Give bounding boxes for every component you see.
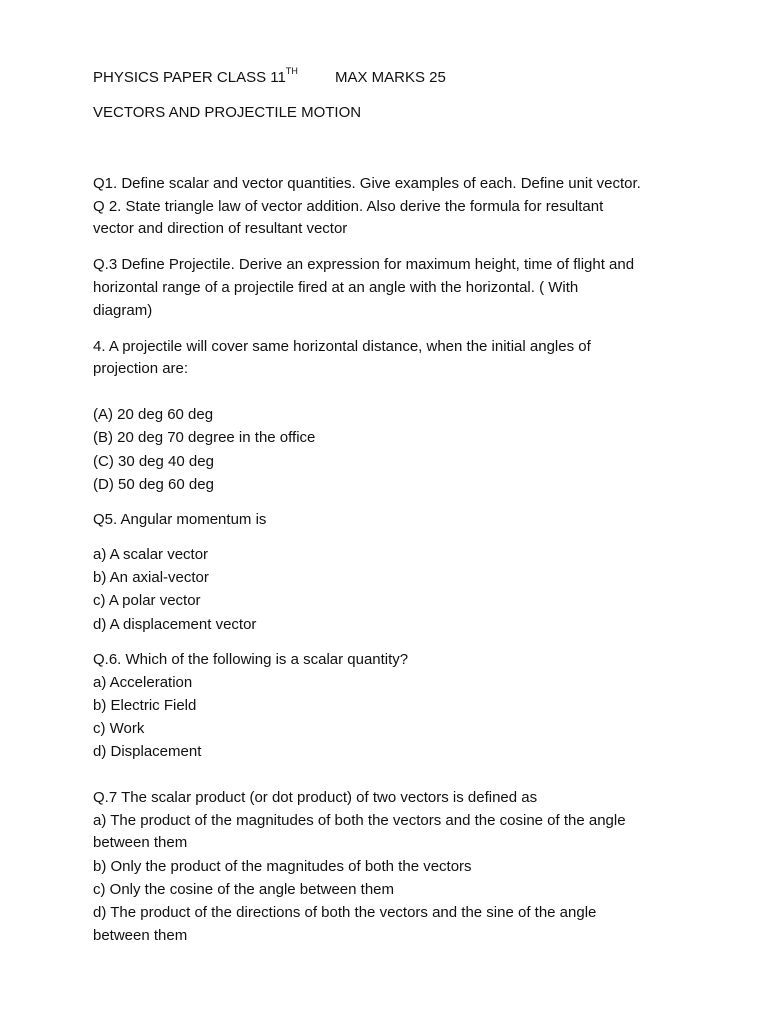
question-5: Q5. Angular momentum is	[93, 511, 267, 528]
question-7-option-a-line-1: a) The product of the magnitudes of both the vectors and the cosine of the angle	[93, 812, 626, 829]
question-7-option-a-line-2: between them	[93, 834, 188, 851]
question-4-option-c: (C) 30 deg 40 deg	[93, 453, 214, 470]
question-4-line-1: 4. A projectile will cover same horizontal distance, when the initial angles of	[93, 338, 591, 355]
question-4-option-d: (D) 50 deg 60 deg	[93, 476, 214, 493]
question-6-option-a: a) Acceleration	[93, 674, 193, 691]
question-6-option-b: b) Electric Field	[93, 697, 197, 714]
question-1: Q1. Define scalar and vector quantities. Give examples of each. Define unit vector.	[93, 175, 641, 192]
paper-title	[93, 66, 298, 89]
question-4-option-b: (B) 20 deg 70 degree in the office	[93, 429, 316, 446]
question-4-option-a: (A) 20 deg 60 deg	[93, 406, 214, 423]
question-7-option-c: c) Only the cosine of the angle between them	[93, 881, 395, 898]
question-7-option-b: b) Only the product of the magnitudes of both the vectors	[93, 858, 472, 875]
question-3-line-1: Q.3 Define Projectile. Derive an expression for maximum height, time of flight and	[93, 256, 635, 273]
question-5-option-b: b) An axial-vector	[93, 569, 209, 586]
question-5-option-d: d) A displacement vector	[93, 616, 257, 633]
question-7-option-d-line-1: d) The product of the directions of both the vectors and the sine of the angle	[93, 904, 597, 921]
question-6-option-d: d) Displacement	[93, 743, 202, 760]
question-3-line-3: diagram)	[93, 302, 153, 319]
question-4-line-2: projection are:	[93, 360, 189, 377]
question-2-line-1: Q 2. State triangle law of vector addition. Also derive the formula for resultant	[93, 198, 604, 215]
question-3-line-2: horizontal range of a projectile fired at an angle with the horizontal. ( With	[93, 279, 579, 296]
question-6-option-c: c) Work	[93, 720, 145, 737]
max-marks: MAX MARKS 25	[335, 69, 446, 86]
paper-subtitle: VECTORS AND PROJECTILE MOTION	[93, 104, 362, 121]
paper-title-superscript: TH	[285, 66, 298, 76]
question-7: Q.7 The scalar product (or dot product) of two vectors is defined as	[93, 789, 538, 806]
paper-title-text: PHYSICS PAPER CLASS 11	[93, 69, 286, 86]
question-2-line-2: vector and direction of resultant vector	[93, 220, 348, 237]
question-7-option-d-line-2: between them	[93, 927, 188, 944]
question-6: Q.6. Which of the following is a scalar quantity?	[93, 651, 409, 668]
question-5-option-c: c) A polar vector	[93, 592, 201, 609]
question-5-option-a: a) A scalar vector	[93, 546, 209, 563]
